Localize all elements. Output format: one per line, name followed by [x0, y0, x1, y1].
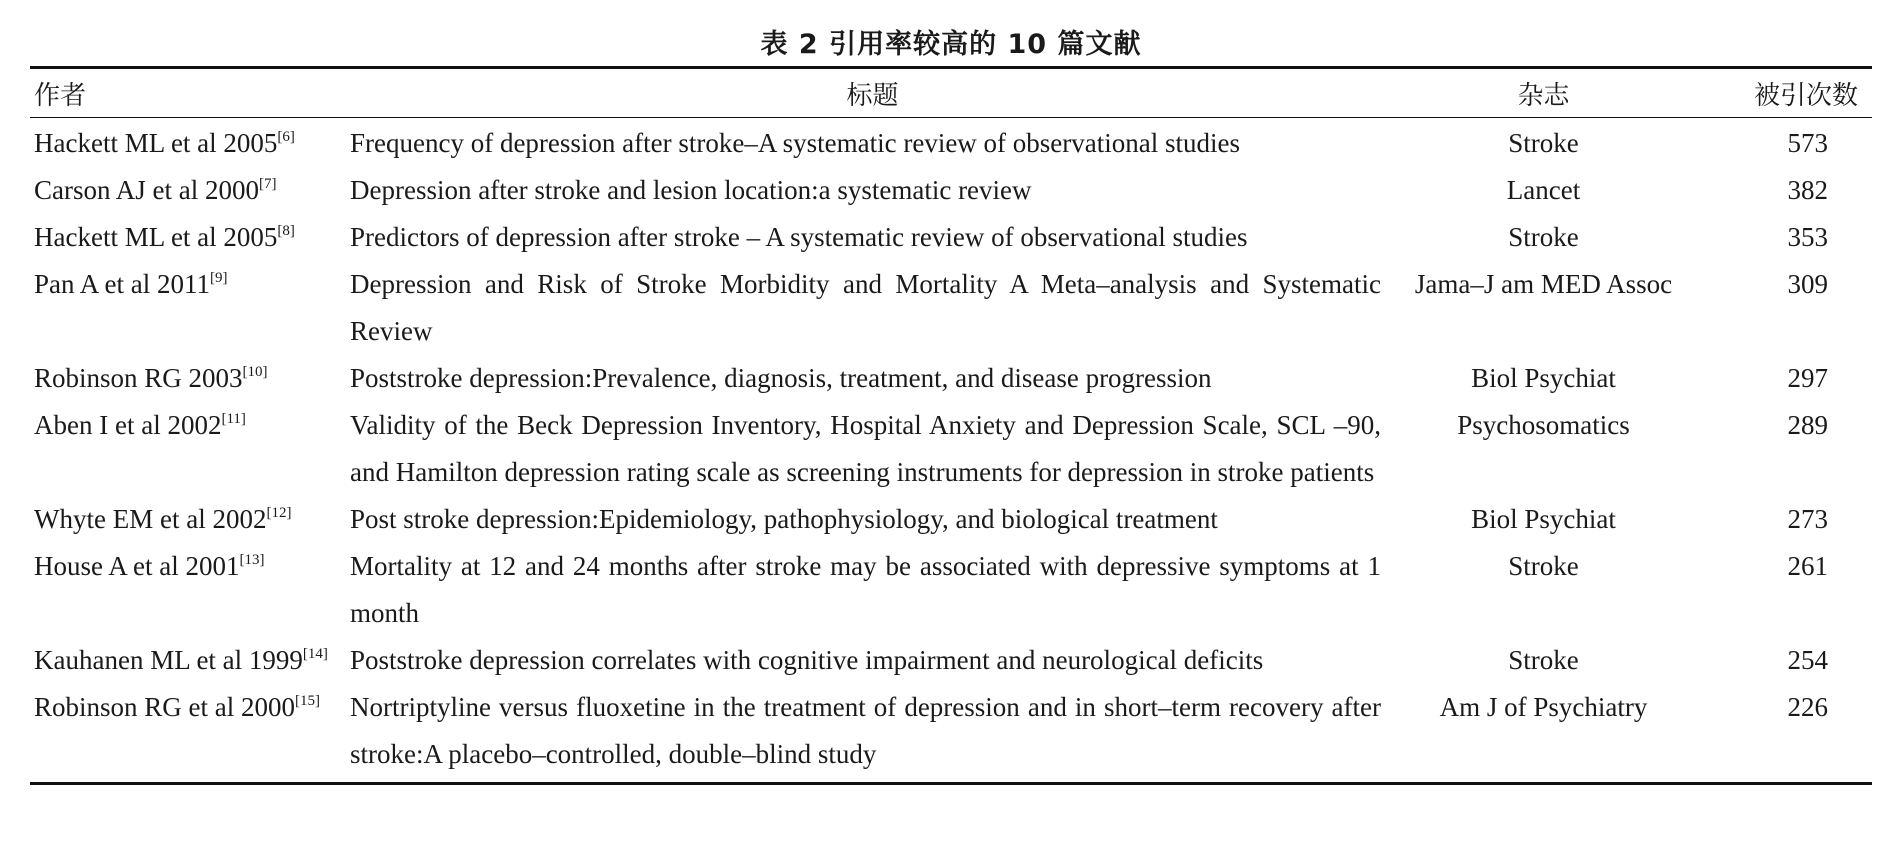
author-name: Kauhanen ML et al 1999 [34, 645, 303, 675]
journal-cell: Stroke [1508, 222, 1579, 252]
journal-cell: Jama–J am MED Assoc [1414, 269, 1673, 299]
citations-cell: 254 [1787, 645, 1828, 675]
citations-cell: 273 [1787, 504, 1828, 534]
citations-cell: 261 [1787, 551, 1828, 581]
journal-cell: Am J of Psychiatry [1439, 692, 1648, 722]
reference-number: [12] [266, 505, 292, 521]
author-name: Whyte EM et al 2002 [34, 504, 267, 534]
author-cell [30, 167, 350, 214]
title-cell: Poststroke depression:Prevalence, diagnosis, treatment, and disease progression [350, 363, 1212, 393]
title-cell: Validity of the Beck Depression Inventory, Hospital Anxiety and Depression Scale, SCL –90, and Hamilton depression rating scale as screening instruments for depression in stroke patients [350, 410, 1381, 487]
journal-cell: Stroke [1508, 551, 1579, 581]
title-cell: Poststroke depression correlates with cognitive impairment and neurological deficits [350, 645, 1264, 675]
reference-number: [10] [242, 364, 268, 380]
column-header-author: 作者 [30, 68, 350, 118]
author-name: Robinson RG et al 2000 [34, 692, 295, 722]
author-cell [30, 684, 350, 784]
table-header [30, 68, 1872, 118]
author-name: Hackett ML et al 2005 [34, 128, 278, 158]
column-header-title: 标题 [350, 68, 1395, 118]
title-cell: Predictors of depression after stroke – A systematic review of observational studies [350, 222, 1248, 252]
citations-cell: 573 [1787, 128, 1828, 158]
reference-number: [6] [277, 129, 295, 145]
citations-cell: 226 [1787, 692, 1828, 722]
citations-cell: 289 [1787, 410, 1828, 440]
document-page [30, 24, 1872, 785]
citations-cell: 382 [1787, 175, 1828, 205]
reference-number: [15] [295, 693, 320, 709]
citations-cell: 297 [1787, 363, 1828, 393]
journal-cell: Stroke [1508, 128, 1579, 158]
reference-number: [9] [210, 270, 228, 286]
author-cell [30, 261, 350, 355]
author-cell [30, 118, 350, 168]
reference-number: [8] [277, 223, 295, 239]
journal-cell: Stroke [1508, 645, 1579, 675]
table-row [30, 261, 1872, 355]
table-row [30, 118, 1872, 168]
citations-cell: 353 [1787, 222, 1828, 252]
author-name: Aben I et al 2002 [34, 410, 222, 440]
column-header-journal: 杂志 [1395, 68, 1692, 118]
journal-cell: Biol Psychiat [1471, 363, 1616, 393]
table-row [30, 402, 1872, 496]
author-name: House A et al 2001 [34, 551, 240, 581]
table-row [30, 214, 1872, 261]
author-name: Carson AJ et al 2000 [34, 175, 259, 205]
author-cell [30, 214, 350, 261]
citation-table [30, 66, 1872, 785]
reference-number: [11] [221, 411, 246, 427]
reference-number: [7] [258, 176, 277, 192]
title-cell: Depression after stroke and lesion location:a systematic review [350, 175, 1032, 205]
author-cell [30, 543, 350, 637]
title-cell: Post stroke depression:Epidemiology, pathophysiology, and biological treatment [350, 504, 1218, 534]
table-row [30, 496, 1872, 543]
table-row [30, 167, 1872, 214]
table-row [30, 543, 1872, 637]
journal-cell: Psychosomatics [1457, 410, 1630, 440]
table-row [30, 684, 1872, 784]
author-cell [30, 355, 350, 402]
author-cell [30, 496, 350, 543]
author-name: Hackett ML et al 2005 [34, 222, 278, 252]
table-row [30, 355, 1872, 402]
author-name: Robinson RG 2003 [34, 363, 243, 393]
author-cell [30, 402, 350, 496]
title-cell: Mortality at 12 and 24 months after stroke may be associated with depressive symptoms at 1 month [350, 551, 1381, 628]
header-row [30, 68, 1872, 118]
citations-cell: 309 [1787, 269, 1828, 299]
reference-number: [13] [239, 552, 265, 568]
table-caption: 表 2 引用率较高的 10 篇文献 [760, 29, 1142, 60]
title-cell: Depression and Risk of Stroke Morbidity and Mortality A Meta–analysis and Systematic Review [350, 269, 1381, 346]
journal-cell: Biol Psychiat [1471, 504, 1616, 534]
column-header-citations: 被引次数 [1692, 68, 1872, 118]
table-row [30, 637, 1872, 684]
table-body [30, 118, 1872, 784]
reference-number: [14] [302, 646, 328, 662]
author-name: Pan A et al 2011 [34, 269, 210, 299]
title-cell: Nortriptyline versus fluoxetine in the treatment of depression and in short–term recovery after stroke:A placebo–controlled, double–blind study [350, 692, 1381, 769]
author-cell [30, 637, 350, 684]
title-cell: Frequency of depression after stroke–A systematic review of observational studies [350, 128, 1240, 158]
journal-cell: Lancet [1506, 175, 1581, 205]
